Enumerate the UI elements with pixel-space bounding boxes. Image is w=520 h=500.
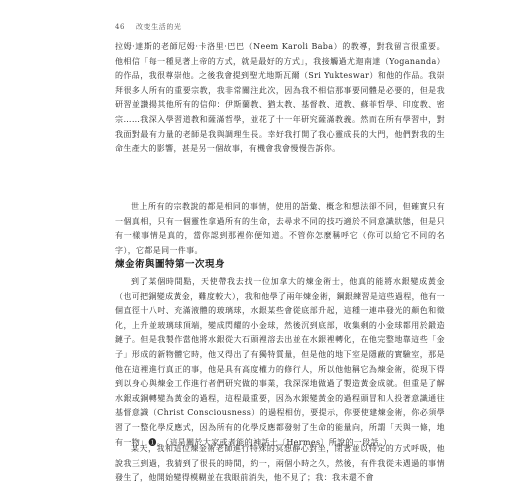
paragraph: 拉姆·達斯的老師尼姆·卡洛里·巴巴（Neem Karoli Baba）的教導，對我留言很重要。他相信「每一種見著上帝的方式，就是最好的方式」，我接觸過尤迦南達（Yogananda）的作品，我很尊崇他。之後我會提到聖尤地斯瓦爾（Sri Yukteswar）和他的作品。我崇拜很多人所有的重要宗教，我非常關注此次，因為我不相信那事要同體是必要的，但是我研習並讚揚其他所有的信仰：伊斯蘭教、猶太教、基督教、道教、蘇菲哲學、印度教、密宗……我深入學習道教和薩滿哲學，並花了十一年研究薩滿教義。然而在所有學習中，對我面對最有力量的老師是我與調理生長。幸好我打開了我心靈成長的大門，他們對我的生命生產大的影響，甚是另一個故事，有機會我會慢慢告訴你。 [115, 42, 445, 154]
paragraph: 到了某個時間點，天使帶我去找一位加拿大的煉金術士，他真的能將水銀變成黃金（也可把銅變成黃金，難度較大），我和他學了兩年煉金術，鋼銀練習是這些過程，他有一個直徑十八吋、充滿液體的玻璃球，水銀某些會從底部升起，這種一連串發光的顏色和徵化，上升並玻璃球頂端，變成閃耀的小金球，然後沉到底部，收集剩的小金球都用於鍛造鏈子。但是我製作當他將水銀從大石頭裡溶去出並在水銀裡轉化，在他完整地靠這些「金子」形成的新物體它時，他又得出了有獨特質量，但是他的地下室是隱蔽的實驗室，那是他在這裡進行真正的事，他是具有高度權力的修行人，所以他他稱它為煉金術，從現下得到以身心與煉金工作進行者們研究做的事業，我深深地做過了製造黃金成就。但重是了解水銀或銅轉變為黃金的過程，這程最重要，因為水銀變黃金的過程頭冒和人投著意識通往基督意識（Christ Consciousness）的過程相仿，要提示，你要使建煉金術，你必須學習了一整化學反應式，因為所有的化學反應都發射了生命的能量向，所謂「天與一條，地有一物」❶。（這是關於大家或者能的神話士〔Hermes〕所說的一段話。） [115, 277, 445, 447]
section-heading: 煉金術與圖特第一次現身 [115, 259, 226, 270]
paragraph: 世上所有的宗教說的都是相同的事情，使用的語彙、概念和想法卻不同，但確實只有一個真相，只有一個靈性拿過所有的生命，去尋求不同的技巧適於不同意識狀態，但是只有一樣事情是真的，當你認到那裡你便知道。不管你怎麼稱呼它（你可以給它不同的名字），它都是同一件事。 [115, 202, 445, 255]
paragraph: 某天，我和這位煉金術老師進行特殊的冥想靜心對坐，閉著並以特定的方式呼吸，他說我三到過，我猜到了很長的時間，約一，兩個小時之久，然後，有件我從未遇過的事情發生了，他開始變得模糊並在我眼前消失，他不見了；我：我未還不會 [115, 444, 445, 483]
running-header [115, 22, 182, 32]
page-number: 46 [115, 23, 126, 31]
book-title: 改变生活的光 [135, 23, 182, 31]
